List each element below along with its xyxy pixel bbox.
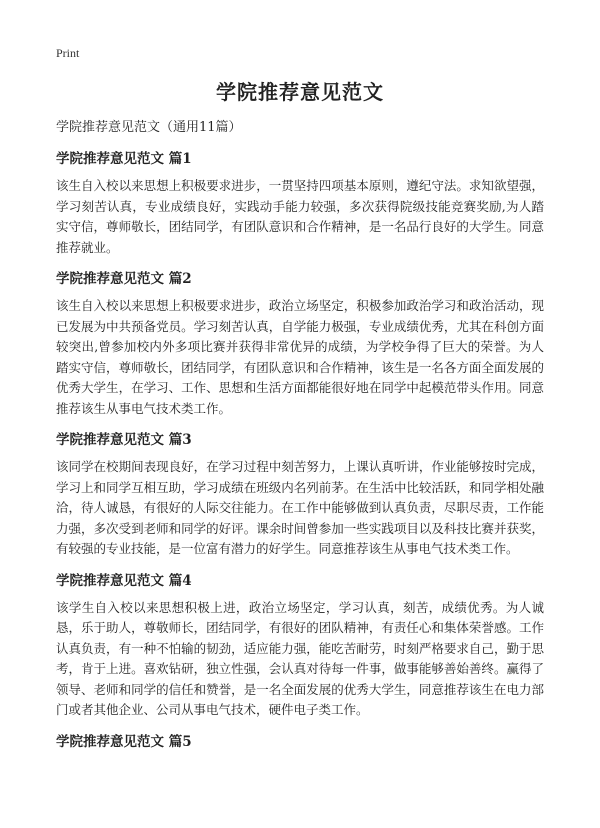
section-4 — [56, 570, 544, 721]
section-1 — [56, 148, 544, 258]
section-5 — [56, 731, 544, 753]
section-heading: 学院推荐意见范文 篇5 — [56, 733, 192, 750]
section-2 — [56, 268, 544, 419]
section-heading: 学院推荐意见范文 篇2 — [56, 271, 192, 287]
section-heading: 学院推荐意见范文 篇1 — [56, 151, 192, 167]
print-link[interactable]: Print — [56, 46, 80, 60]
section-body: 该生自入校以来思想上积极要求进步，一贯坚持四项基本原则，遵纪守法。求知欲望强，学习刻苦认真，专业成绩良好，实践动手能力较强，多次获得院级技能竞赛奖励,为人踏实守信，尊师敬长，团结同学，有团队意识和合作精神，是一名品行良好的大学生。同意推荐就业。 — [56, 178, 544, 255]
section-heading: 学院推荐意见范文 篇3 — [56, 432, 192, 448]
section-heading: 学院推荐意见范文 篇4 — [56, 572, 192, 589]
document-subtitle: 学院推荐意见范文（通用11篇） — [56, 120, 242, 135]
section-3 — [56, 429, 544, 560]
document-title: 学院推荐意见范文 — [216, 80, 384, 104]
section-body: 该学生自入校以来思想积极上进，政治立场坚定，学习认真，刻苦，成绩优秀。为人诚恳，乐于助人，尊敬师长，团结同学，有很好的团队精神，有责任心和集体荣誉感。工作认真负责，有一种不怕输的韧劲，适应能力强，能吃苦耐劳，时刻严格要求自己，勤于思考，肯于上进。喜欢钻研，独立性强，会认真对待每一件事，做事能够善始善终。赢得了领导、老师和同学的信任和赞誉，是一名全面发展的优秀大学生，同意推荐该生在电力部门或者其他企业、公司从事电气技术，硬件电子类工作。 — [56, 599, 544, 717]
section-body: 该生自入校以来思想上积极要求进步，政治立场坚定，积极参加政治学习和政治活动，现已发展为中共预备党员。学习刻苦认真，自学能力极强，专业成绩优秀，尤其在科创方面较突出,曾参加校内外多项比赛并获得非常优异的成绩，为学校争得了巨大的荣誉。为人踏实守信，尊师敬长，团结同学，有团队意识和合作精神，该生是一名各方面全面发展的优秀大学生，在学习、工作、思想和生活方面都能很好地在同学中起模范带头作用。同意推荐该生从事电气技术类工作。 — [56, 298, 544, 416]
section-body: 该同学在校期间表现良好，在学习过程中刻苦努力，上课认真听讲，作业能够按时完成，学习上和同学互相互助，学习成绩在班级内名列前茅。在生活中比较活跃，和同学相处融洽，待人诚恳，有很好的人际交往能力。在工作中能够做到认真负责，尽职尽责，工作能力强，多次受到老师和同学的好评。课余时间曾参加一些实践项目以及科技比赛并获奖，有较强的专业技能，是一位富有潜力的好学生。同意推荐该生从事电气技术类工作。 — [56, 459, 544, 556]
